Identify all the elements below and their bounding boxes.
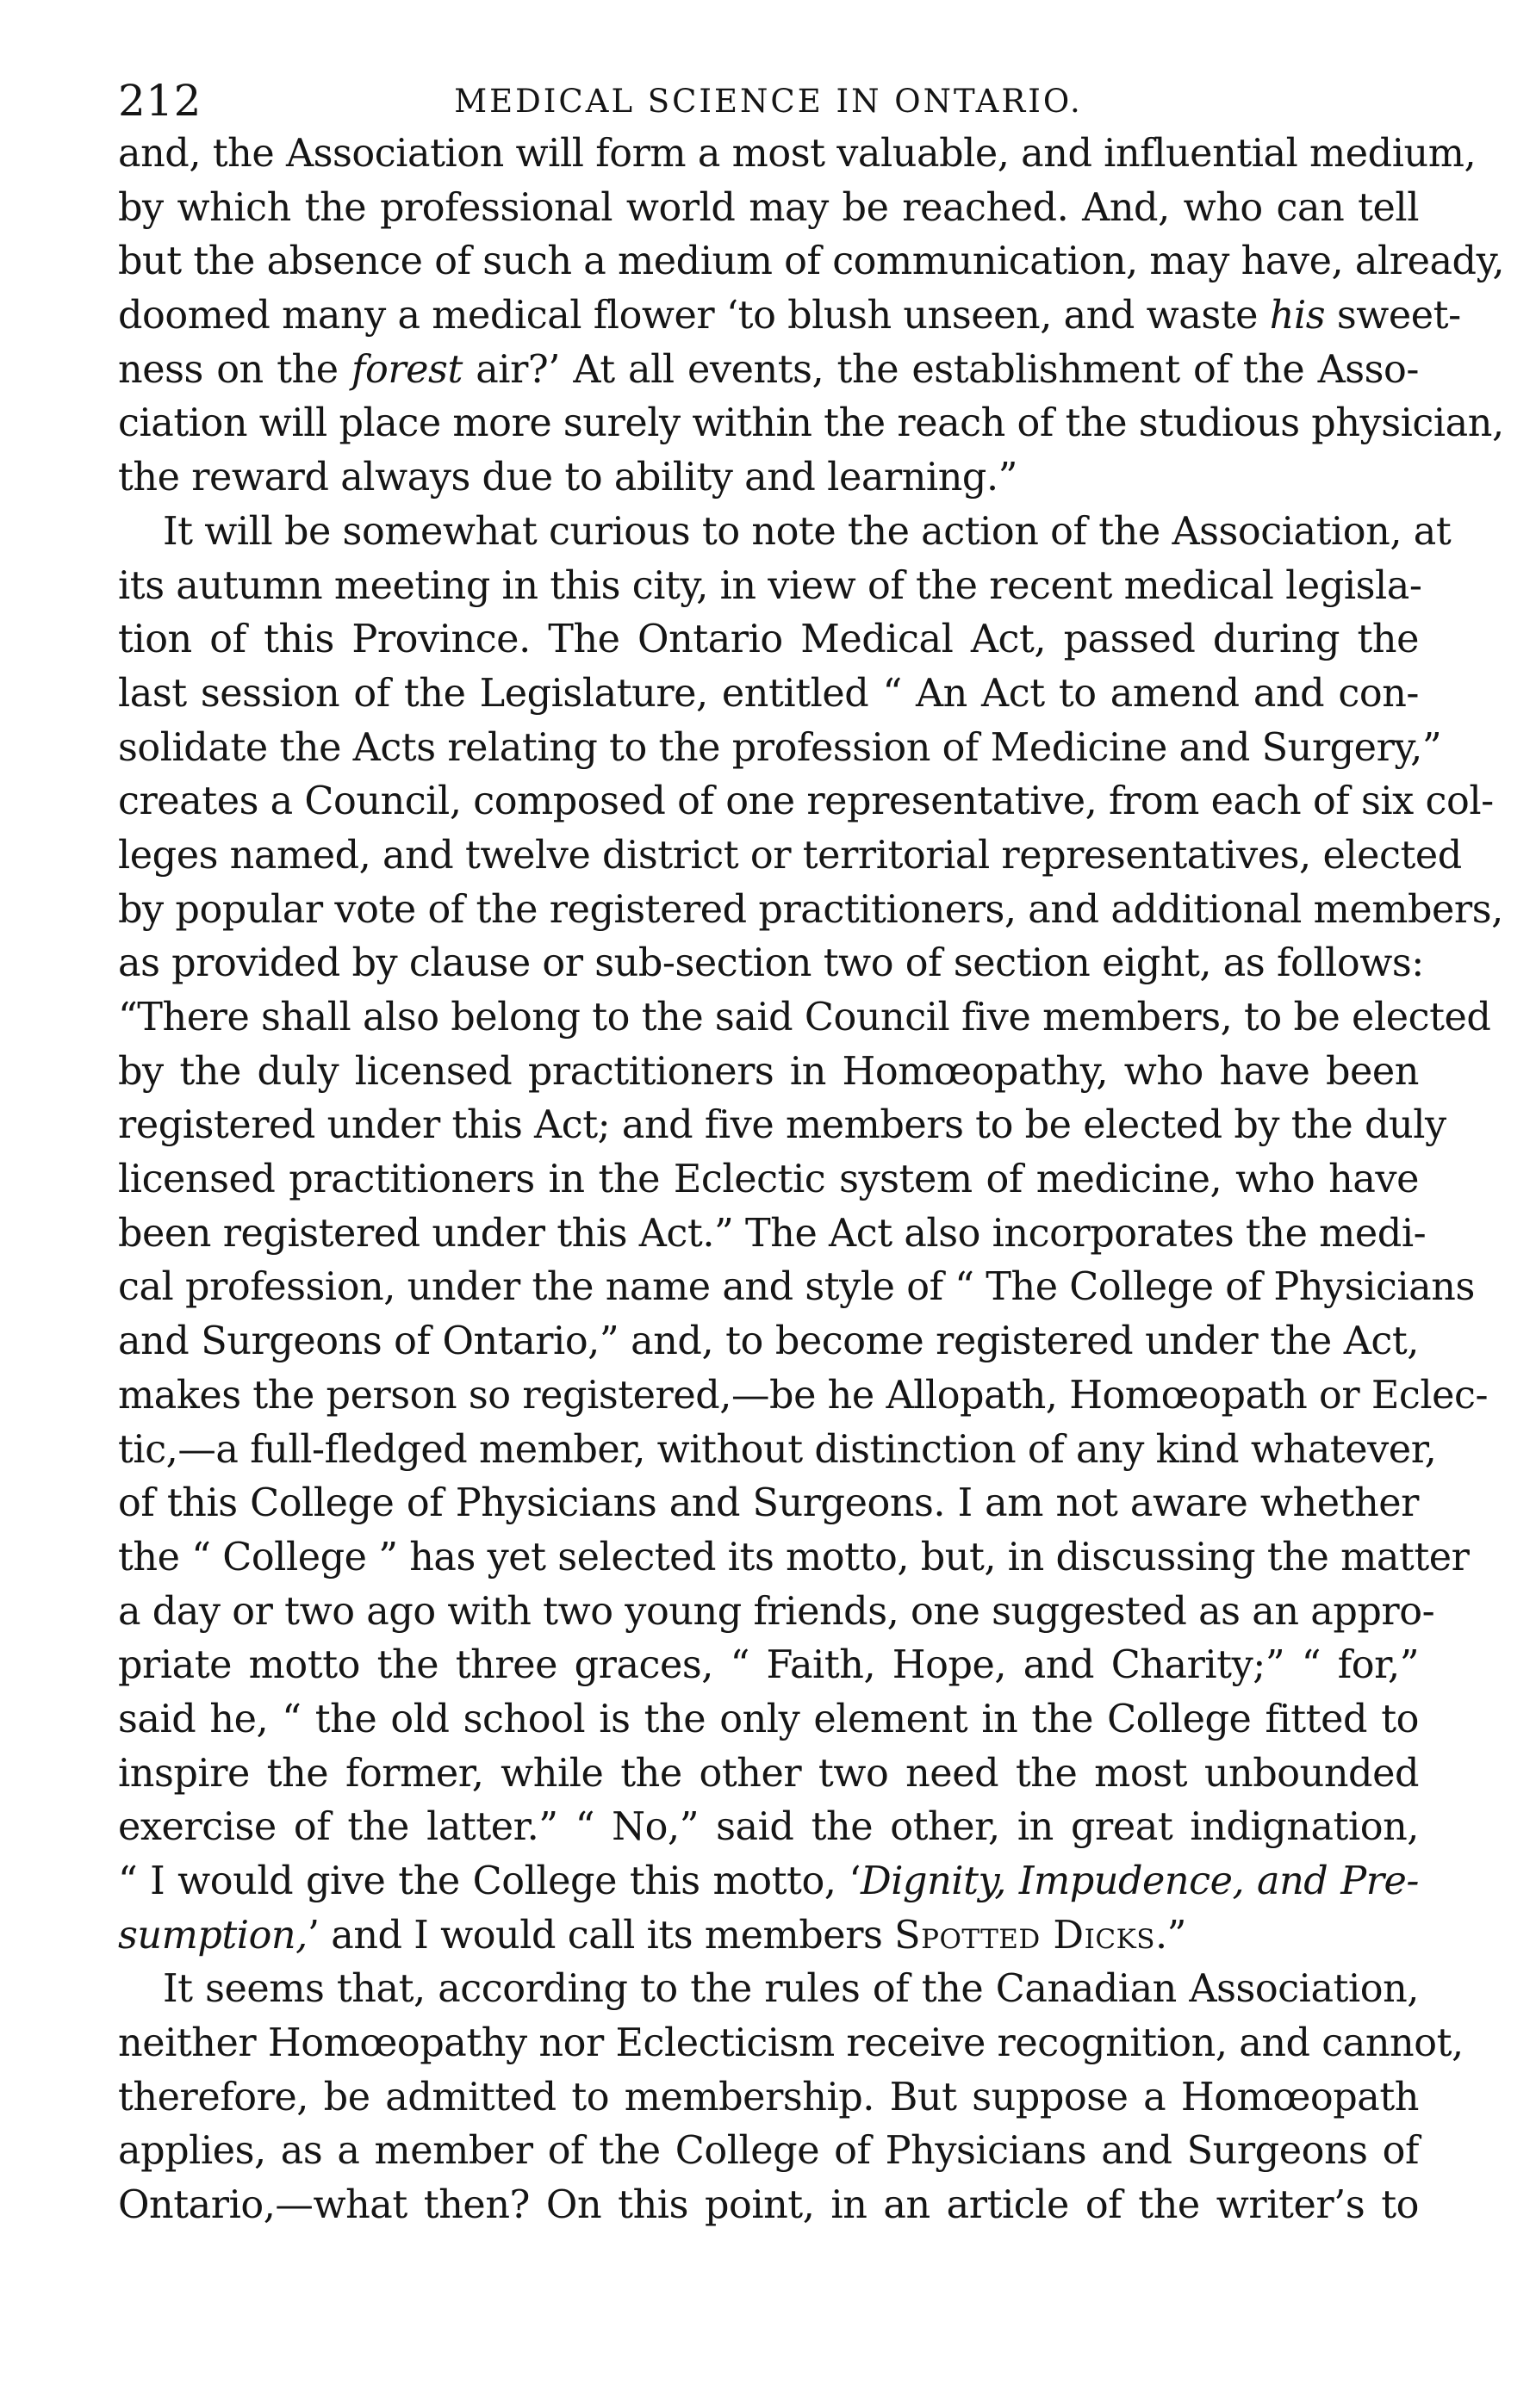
text-line bbox=[118, 1693, 1419, 1747]
text-run: and Surgeons of Ontario,” and, to become registered under the Act, bbox=[118, 1319, 1419, 1364]
text-line bbox=[118, 1586, 1435, 1640]
text-run: the “ College ” has yet selected its motto, but, in discussing the matter bbox=[118, 1535, 1470, 1579]
text-run: exercise of the latter.” “ No,” said the other, in great indignation, bbox=[118, 1805, 1419, 1850]
text-line bbox=[118, 1261, 1475, 1315]
text-line bbox=[118, 1531, 1470, 1586]
text-line bbox=[118, 884, 1503, 938]
text-line bbox=[118, 397, 1504, 451]
text-run: been registered under this Act.” The Act also incorporates the medi- bbox=[118, 1211, 1427, 1256]
italic-text: his bbox=[1269, 294, 1326, 338]
text-line bbox=[118, 2125, 1419, 2179]
text-run: by which the professional world may be reached. And, who can tell bbox=[118, 185, 1419, 230]
text-line bbox=[118, 991, 1491, 1046]
text-run: sweet- bbox=[1325, 294, 1461, 338]
text-run: .” bbox=[1154, 1913, 1186, 1958]
text-run: solidate the Acts relating to the profession of Medicine and Surgery,” bbox=[118, 725, 1442, 770]
text-line bbox=[118, 667, 1419, 722]
text-line bbox=[118, 613, 1419, 667]
text-line bbox=[118, 1477, 1419, 1531]
text-line bbox=[118, 1207, 1427, 1262]
text-line bbox=[118, 344, 1419, 398]
text-run: tion of this Province. The Ontario Medical Act, passed during the bbox=[118, 618, 1419, 662]
text-line bbox=[118, 937, 1424, 991]
text-run: Ontario,—what then? On this point, in an article of the writer’s to bbox=[118, 2183, 1419, 2228]
text-run: therefore, be admitted to membership. But suppose a Homœopath bbox=[118, 2075, 1419, 2119]
text-run: leges named, and twelve district or territorial representatives, elected bbox=[118, 833, 1462, 878]
italic-text: sumption, bbox=[118, 1913, 308, 1958]
text-run: of this College of Physicians and Surgeons. I am not aware whether bbox=[118, 1481, 1419, 1526]
text-line bbox=[118, 1046, 1419, 1100]
text-run: licensed practitioners in the Eclectic system of medicine, who have bbox=[118, 1157, 1419, 1202]
text-run: by the duly licensed practitioners in Homœopathy, who have been bbox=[118, 1049, 1419, 1094]
text-line bbox=[118, 127, 1477, 182]
text-run: It will be somewhat curious to note the action of the Association, at bbox=[163, 509, 1452, 554]
text-run: priate motto the three graces, “ Faith, Hope, and Charity;” “ for,” bbox=[118, 1643, 1419, 1688]
small-caps-text: Spotted Dicks bbox=[894, 1913, 1155, 1958]
text-line bbox=[118, 560, 1422, 614]
text-line bbox=[118, 506, 1452, 560]
text-run: and, the Association will form a most valuable, and influential medium, bbox=[118, 132, 1477, 176]
text-run: its autumn meeting in this city, in view of the recent medical legisla- bbox=[118, 563, 1422, 608]
text-run: ciation will place more surely within the reach of the studious physician, bbox=[118, 401, 1504, 446]
text-line bbox=[118, 722, 1442, 776]
text-line bbox=[118, 1747, 1419, 1802]
page-number: 212 bbox=[118, 76, 202, 126]
text-run: air?’ At all events, the establishment of the Asso- bbox=[462, 347, 1419, 392]
text-run: a day or two ago with two young friends, one suggested as an appro- bbox=[118, 1589, 1435, 1634]
text-run: ’ and I would call its members bbox=[307, 1913, 895, 1958]
text-line bbox=[118, 2017, 1464, 2071]
text-run: tic,—a full-fledged member, without distinction of any kind whatever, bbox=[118, 1427, 1437, 1472]
text-line bbox=[118, 1855, 1419, 1909]
text-line bbox=[118, 829, 1462, 884]
text-line bbox=[118, 1639, 1419, 1693]
text-line bbox=[118, 2071, 1419, 2126]
text-run: cal profession, under the name and style of “ The College of Physicians bbox=[118, 1265, 1475, 1310]
text-line bbox=[118, 1801, 1419, 1855]
text-line bbox=[118, 1369, 1489, 1424]
text-line bbox=[118, 1153, 1419, 1207]
text-run: “ I would give the College this motto, ‘ bbox=[118, 1859, 861, 1903]
text-run: “There shall also belong to the said Council five members, to be elected bbox=[118, 996, 1491, 1040]
text-line bbox=[118, 1909, 1419, 1964]
text-run: registered under this Act; and five members to be elected by the duly bbox=[118, 1103, 1446, 1148]
text-run: creates a Council, composed of one representative, from each of six col- bbox=[118, 779, 1494, 824]
text-line bbox=[118, 1963, 1419, 2017]
text-run: doomed many a medical flower ‘to blush unseen, and waste bbox=[118, 294, 1270, 338]
text-line bbox=[118, 775, 1494, 829]
italic-text: forest bbox=[351, 347, 463, 392]
text-line bbox=[118, 451, 1419, 506]
paragraph bbox=[118, 506, 1503, 1964]
text-run: as provided by clause or sub-section two of section eight, as follows: bbox=[118, 941, 1424, 986]
text-run: neither Homœopathy nor Eclecticism receive recognition, and cannot, bbox=[118, 2021, 1464, 2066]
text-run: applies, as a member of the College of Physicians and Surgeons of bbox=[118, 2129, 1419, 2174]
text-line bbox=[118, 1424, 1437, 1478]
italic-text: Dignity, Impudence, and Pre- bbox=[861, 1859, 1419, 1903]
text-run: said he, “ the old school is the only element in the College fitted to bbox=[118, 1697, 1419, 1741]
text-run: makes the person so registered,—be he Allopath, Homœopath or Eclec- bbox=[118, 1373, 1489, 1418]
running-title: MEDICAL SCIENCE IN ONTARIO. bbox=[454, 83, 1083, 120]
paragraph bbox=[118, 1963, 1464, 2232]
text-run: last session of the Legislature, entitled “ An Act to amend and con- bbox=[118, 671, 1419, 716]
text-line bbox=[118, 1315, 1419, 1369]
text-run: It seems that, according to the rules of the Canadian Association, bbox=[163, 1967, 1419, 2012]
text-run: the reward always due to ability and learning.” bbox=[118, 456, 1017, 500]
text-run: but the absence of such a medium of communication, may have, already, bbox=[118, 239, 1505, 284]
text-run: inspire the former, while the other two need the most unbounded bbox=[118, 1751, 1419, 1796]
paragraph bbox=[118, 127, 1505, 506]
body-text bbox=[118, 127, 1505, 2233]
text-line bbox=[118, 289, 1461, 344]
text-line bbox=[118, 1099, 1446, 1153]
text-line bbox=[118, 182, 1419, 236]
text-run: ness on the bbox=[118, 347, 351, 392]
text-line bbox=[118, 235, 1505, 289]
text-line bbox=[118, 2179, 1419, 2233]
text-run: by popular vote of the registered practitioners, and additional members, bbox=[118, 887, 1503, 932]
